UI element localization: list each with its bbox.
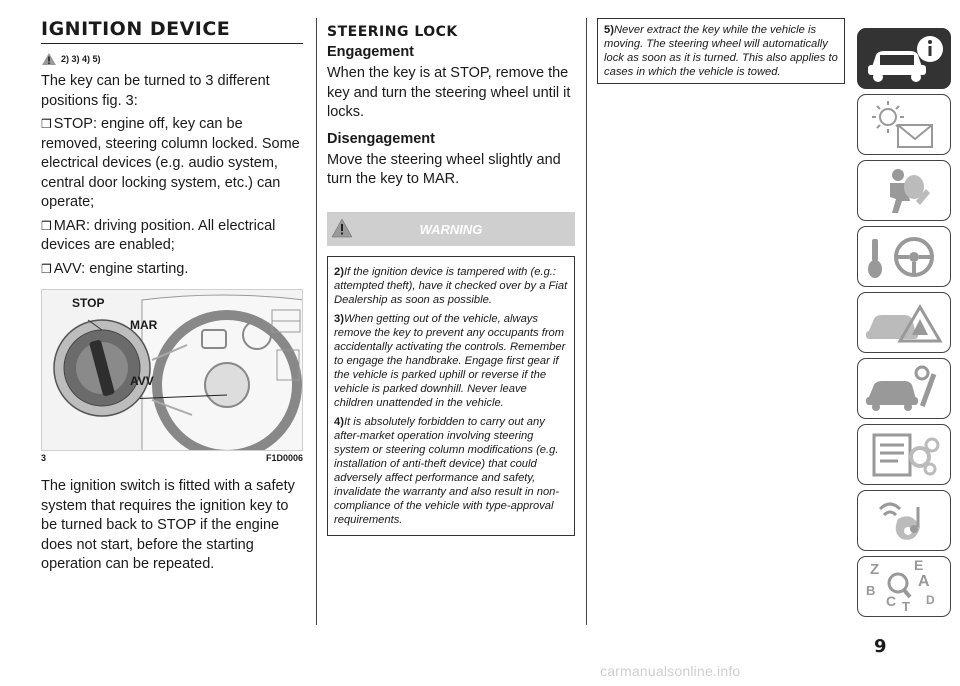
disengagement-heading: Disengagement bbox=[327, 130, 435, 147]
tab-maintenance[interactable] bbox=[857, 358, 951, 419]
warning-note bbox=[597, 18, 845, 84]
tab-safety[interactable] bbox=[857, 160, 951, 221]
continued-warning bbox=[597, 18, 845, 89]
index-letter: C bbox=[886, 593, 897, 609]
warning-refs bbox=[41, 52, 303, 66]
note-text: Never extract the key while the vehicle is moving. The steering wheel will automatically lock as soon as it is turned. This also applies to cases in which the vehicle is towed. bbox=[604, 24, 838, 78]
steering-wheel-icon bbox=[858, 227, 950, 286]
note-number: 2) bbox=[334, 265, 344, 278]
index-letter: A bbox=[918, 573, 930, 590]
warning-note bbox=[334, 265, 568, 307]
index-letter: B bbox=[866, 583, 876, 598]
tab-multimedia[interactable] bbox=[857, 490, 951, 551]
warning-lights-icon bbox=[858, 95, 950, 154]
figure-caption bbox=[41, 453, 303, 463]
page-number: 9 bbox=[874, 636, 887, 657]
warning-note bbox=[334, 415, 568, 527]
tab-emergency[interactable] bbox=[857, 292, 951, 353]
index-letter: E bbox=[914, 557, 924, 573]
bullet-text: AVV: engine starting. bbox=[53, 260, 189, 277]
note-text: When getting out of the vehicle, always remove the key to prevent any occupants from accidentally activating the controls. Remember to engage the handbrake. Engage first gear if the vehicle is parked uphill or reverse if the vehicle is parked downhill. Never leave children unattended in the vehicle. bbox=[334, 312, 566, 409]
closing-text: The ignition switch is fitted with a safety system that requires the ignition key to be turned back to STOP if the engine does not start, before the starting operation can be repeated. bbox=[41, 478, 295, 572]
figure-number: 3 bbox=[41, 453, 47, 463]
tab-warning-lights[interactable] bbox=[857, 94, 951, 155]
column-divider bbox=[586, 18, 587, 625]
magnifier-icon bbox=[858, 557, 950, 616]
bullet-mar bbox=[41, 217, 303, 256]
warning-triangle-icon bbox=[41, 52, 57, 66]
technical-data-icon bbox=[858, 425, 950, 484]
tab-car-info[interactable] bbox=[857, 28, 951, 89]
intro-text: The key can be turned to 3 different positions fig. 3: bbox=[41, 73, 270, 109]
warning-notes bbox=[327, 256, 575, 536]
label-avv: AVV bbox=[130, 374, 154, 388]
warning-label: WARNING bbox=[419, 221, 483, 237]
dashboard-illustration bbox=[42, 290, 303, 451]
note-text: If the ignition device is tampered with (e.g.: attempted theft), have it checked over by a Fiat Dealership as soon as possible. bbox=[334, 265, 568, 306]
label-mar: MAR bbox=[130, 318, 158, 332]
index-letter: Z bbox=[870, 561, 880, 578]
index-letter: D bbox=[926, 593, 935, 607]
label-stop: STOP bbox=[72, 296, 105, 310]
multimedia-icon bbox=[858, 491, 950, 550]
steering-lock-section bbox=[327, 18, 575, 536]
airbag-safety-icon bbox=[858, 161, 950, 220]
tab-starting-driving[interactable] bbox=[857, 226, 951, 287]
warning-header bbox=[327, 212, 575, 246]
footer-watermark: carmanualsonline.info bbox=[600, 663, 741, 679]
emergency-icon bbox=[858, 293, 950, 352]
figure-code: F1D0006 bbox=[265, 453, 303, 463]
bullet-avv bbox=[41, 260, 303, 280]
ignition-figure bbox=[41, 289, 303, 451]
chapter-tabs bbox=[857, 28, 951, 622]
index-icon bbox=[858, 557, 950, 616]
note-number: 4) bbox=[334, 415, 344, 428]
car-info-icon bbox=[858, 29, 950, 88]
note-number: 5) bbox=[604, 24, 614, 36]
note-text: It is absolutely forbidden to carry out any after-market operation involving steering system or steering column modifications (e.g. installation of anti-theft device) that could adversely affect performance and safety, invalidate the warranty and also result in non-compliance of the vehicle with type-approval requirements. bbox=[334, 415, 560, 526]
bullet-stop bbox=[41, 115, 303, 213]
note-number: 3) bbox=[334, 312, 344, 325]
maintenance-icon bbox=[858, 359, 950, 418]
bullet-text: STOP: engine off, key can be removed, steering column locked. Some electrical devices (e.g. audio system, central door locking system, etc.) can operate; bbox=[41, 116, 300, 210]
disengagement-text: Move the steering wheel slightly and turn the key to MAR. bbox=[327, 151, 561, 187]
ignition-device-section bbox=[41, 18, 303, 575]
bullet-text: MAR: driving position. All electrical devices are enabled; bbox=[41, 217, 276, 253]
engagement-heading: Engagement bbox=[327, 44, 415, 60]
index-letter: T bbox=[902, 599, 910, 614]
refs-text: 2) 3) 4) 5) bbox=[61, 54, 101, 64]
section-title: STEERING LOCK bbox=[327, 24, 458, 40]
bullet-box: ❒ bbox=[41, 261, 52, 276]
tab-index[interactable] bbox=[857, 556, 951, 617]
bullet-box: ❒ bbox=[41, 218, 52, 233]
engagement-text: When the key is at STOP, remove the key and turn the steering wheel until it locks. bbox=[327, 65, 571, 120]
section-title: IGNITION DEVICE bbox=[41, 18, 303, 44]
bullet-box: ❒ bbox=[41, 117, 52, 131]
tab-technical-data[interactable] bbox=[857, 424, 951, 485]
warning-note bbox=[334, 312, 568, 410]
column-divider bbox=[316, 18, 317, 625]
